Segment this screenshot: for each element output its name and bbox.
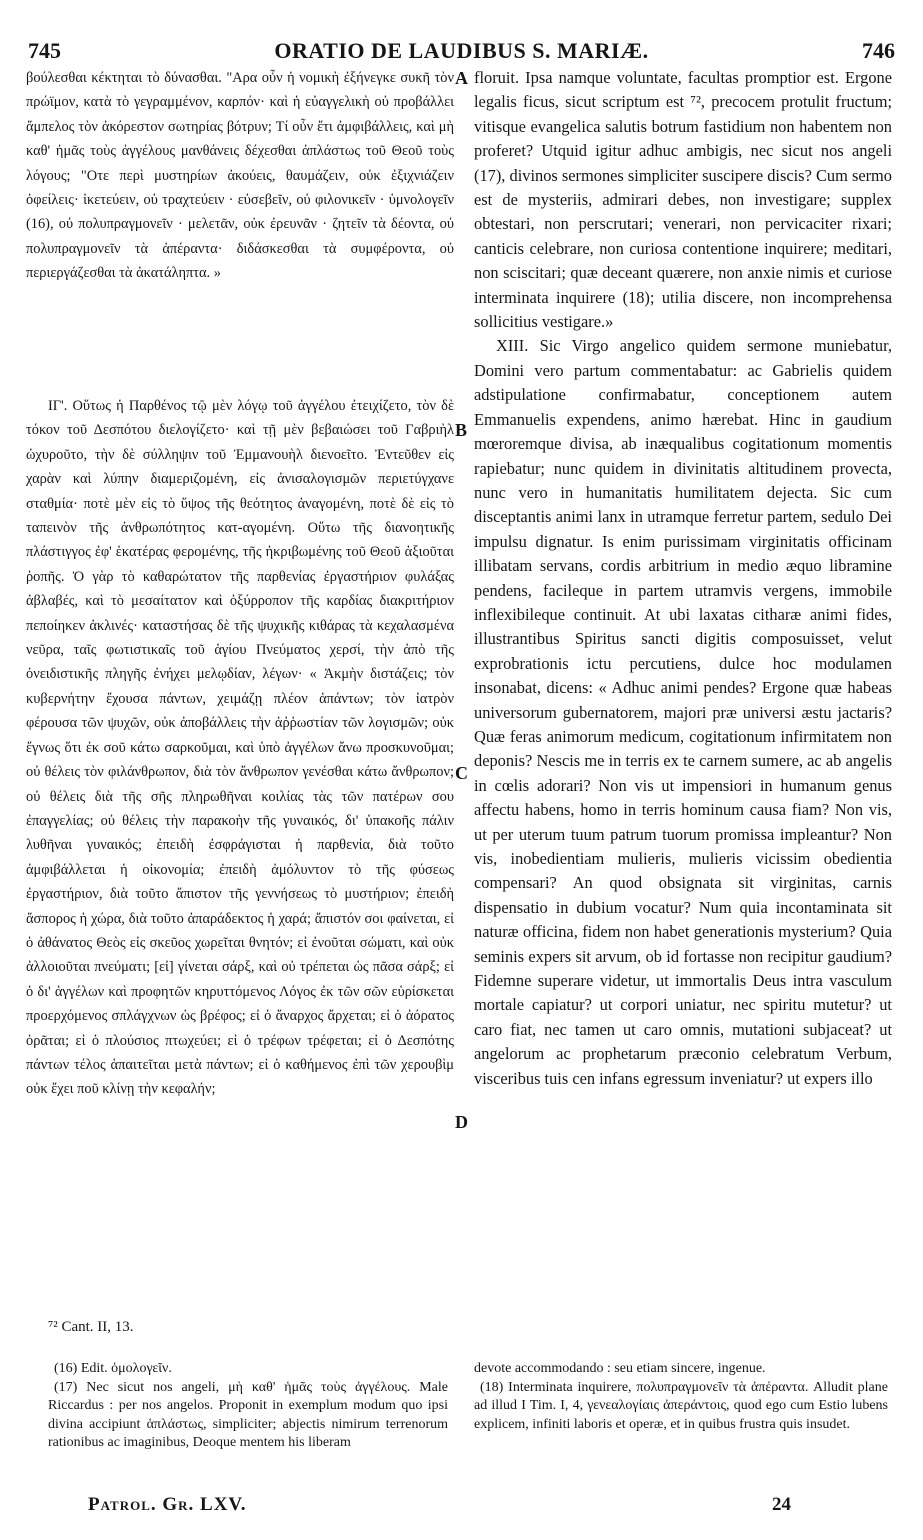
footnote-16: (16) Edit. ὁμολογεῖν. <box>54 1361 172 1376</box>
footnote-18: (18) Interminata inquirere, πολυπραγμονεῖν τὰ ἀπέραντα. Alludit plane ad illud I Tim. I, 4, γενεαλογίαις ἀπεράντοις, quod ego cum Estio lubens explicem, infiniti laboris et operæ, et in quibus frustra quis insudet. <box>474 1379 888 1432</box>
page-number-left: 745 <box>28 38 61 63</box>
margin-letter-b: B <box>455 420 468 440</box>
page-number-right: 746 <box>862 38 895 63</box>
margin-letter-d: D <box>455 1112 468 1132</box>
running-header <box>28 38 895 66</box>
scripture-reference: ⁷² Cant. II, 13. <box>48 1319 134 1335</box>
greek-paragraph-1: βούλεσθαι κέκτηται τὸ δύνασθαι. "Αρα οὖν ἡ νομικὴ ἐξήνεγκε συκῆ τὸν πρώϊμον, κατὰ τὸ γεγραμμένον, καρπόν· καὶ ἡ εὐαγγελικὴ οὐ προβάλλει ἄμπελος τὸν ἀκόρεστον σωτηρίας βότρυν; Τί οὖν ἔτι ἀμφιβάλλεις, καὶ μὴ καθ' ἡμᾶς τοὺς ἀγγέλους μανθάνεις δέχεσθαι ἁπλάστως τοῦ Θεοῦ τοὺς λόγους; "Οτε περὶ μυστηρίων ἀκούεις, θαυμάζειν, οὐκ ἐξιχνιάζειν ὀφείλεις· ἱκετεύειν, οὐ τραχτεύειν · εὐσεβεῖν, οὐ φιλονικεῖν · ὑμνολογεῖν (16), οὐ πολυπραγμονεῖν · μελετᾶν, οὐκ ἐρευνᾶν · ζητεῖν τὰ δέοντα, οὐ πολυπραγμονεῖν τὰ ἀπέραντα· διδάσκεσθαι τὰ συμφέροντα, οὐ περιεργάζεσθαι τὰ ἀκατάληπτα. » <box>26 70 454 282</box>
footer-signature-number: 24 <box>772 1494 791 1515</box>
running-title: ORATIO DE LAUDIBUS S. MARIÆ. <box>274 38 649 63</box>
greek-column <box>26 66 454 286</box>
margin-letter-c: C <box>455 763 468 783</box>
latin-column <box>474 66 892 1091</box>
latin-paragraph-2: XIII. Sic Virgo angelico quidem sermone muniebatur, Domini vero partum commentabatur: ac Gabrielis quidem adstipulatione confirmabatur, conceptionem autem Emmanuelis expendens, animo hærebat. Hinc in gaudium mœroremque divisa, ab inæqualibus cogitationum momentis rapiebatur; nunc quidem in divinitatis altitudinem provecta, nunc vero in humanitatis humilitatem dejecta. Sic cum disceptantis animi lanx in utramque ferretur partem, sedulo Dei impulsu dignatur. Is enim purissimam virginitatis officinam illibatam servans, cordis arbitrium in medio æquo libramine pendens, facileque in partem utramvis vergens, immobile inflexibileque continuit. At ubi laxatas citharæ animi fides, illustrantibus Spiritus sancti digitis composuisset, velut exprobrationis ictu percutiens, dulce hoc modulamen insonabat, dicens: « Adhuc animi pendes? Ergone quæ habeas universorum gubernatorem, majori præ universi æstu jactaris? Quæ feras animorum medicum, cogitationum infirmitatem non deponis? Nescis me in terris ex te carnem sumere, ac ab angelis in cœlis adorari? Non vis ut impensiori in humanum genus affectu habens, homo in terris hominum causa fiam? Non vis, ut per uterum tuum patrum tuorum promissa impleantur? Non vis, inobedientiam mulieris, mulieris vicissim obedientia compensari? An quod obsignata sit virginitas, carnis dispensatio in dubium vocatur? Num quia incontaminata sit naturæ officina, fidem non habet generationis mysterium? Quia seminis expers sit arvum, ob id fortasse non recipitur gaudium? Fidemne superare videtur, ut immortalis Deus intra vasculum mortale capiatur? ut corpori uniatur, nec spiritu mutetur? ut caro fiat, nec tamen ut caro omnis, mutationi subjaceat? ut angelorum ac prophetarum præconio celebratum Verbum, visceribus tuis cen infans egressum inveniatur? ut expers illo <box>474 336 892 1088</box>
footnote-17: (17) Nec sicut nos angeli, μὴ καθ' ἡμᾶς τοὺς ἀγγέλους. Male Riccardus : per nos angelos. Proponit in exemplum modum quo ipsi divina accipiunt ἁπλάστως, simpliciter; abjectis nimirum terrenorum rationibus ac imaginibus, Deoque mentem his liberam <box>48 1379 448 1450</box>
margin-letter-a: A <box>455 68 468 88</box>
greek-column-section-13 <box>26 394 454 1102</box>
footer-series: Patrol. Gr. LXV. <box>88 1494 247 1515</box>
greek-paragraph-2: ΙΓ'. Οὕτως ἡ Παρθένος τῷ μὲν λόγῳ τοῦ ἀγγέλου ἐτειχίζετο, τὸν δὲ τόκον τοῦ Δεσπότου διελογίζετο· καὶ τῇ μὲν βεβαιώσει τοῦ Γαβριὴλ ὠχυροῦτο, τὴν δὲ σύλληψιν τοῦ Ἐμμανουὴλ διενοεῖτο. Ἐντεῦθεν εἰς χαρὰν καὶ λύπην διαμεριζομένη, εἰς ἀνισαλογισμῶν περιετύγχανε σταθμία· ποτὲ μὲν εἰς τὸ ὕψος τῆς θεότητος ἀναγομένη, ποτὲ δὲ εἰς τὸ ταπεινὸν τῆς ἀνθρωπότητος κατ-αγομένη. Οὕτω τῆς διανοητικῆς πλάστιγγος ἐφ' ἑκατέρας φερομένης, τῆς ἠκριβωμένης τοῦ Θεοῦ ἀξιοῦται ῥοπῆς. Ὁ γὰρ τὸ καθαρώτατον τῆς παρθενίας ἐργαστήριον φυλάξας ἀβλαβές, καὶ τὸ μεσαίτατον καὶ ὀξύρροπον τῆς καρδίας διακριτήριον πεποίηκεν ἀκλινές· καταστήσας δὲ τῆς ψυχικῆς κιθάρας τὰ κεχαλασμένα νεῦρα, ταῖς φωτιστικαῖς τοῦ ἁγίου Πνεύματος χερσί, τὴν ἀπὸ τῆς ὀνειδιστικῆς πληγῆς ἐνήχει μελῳδίαν, λέγων· « Ἀκμὴν διστάζεις; τὸν κυβερνήτην ἔχουσα πάντων, χειμάζῃ πλέον ἁπάντων; τὸν ἰατρὸν φέρουσα τῶν ψυχῶν, οὐκ ἀποβάλλεις τὴν ἀῤῥωστίαν τῶν λογισμῶν; οὐκ ἔγνως ὅτι ἐκ σοῦ κάτω σαρκοῦμαι, καὶ ὑπὸ ἀγγέλων ἄνω προσκυνοῦμαι; οὐ θέλεις τὸν φιλάνθρωπον, διὰ τὸν ἄνθρωπον γενέσθαι κάτω ἄνθρωπον; οὐ θέλεις διὰ τῆς σῆς πληρωθῆναι κοιλίας τὰς τῶν πατέρων σου ἐπαγγελίας; οὐ θέλεις τὴν παρακοὴν τῆς γυναικός, δι' ὑπακοῆς πάλιν λυθῆναι γυναικός; ἐπειδὴ ἐσφράγισται ἡ παρθενία, διὰ τοῦτο ἀμφιβάλλεται ἡ οἰκονομία; ἐπειδὴ ἀμόλυντον τὸ τῆς φύσεως ἐργαστήριον, διὰ τοῦτο ἄπιστον τῆς γεννήσεως τὸ μυστήριον; ἐπειδὴ ἄσπορος ἡ χώρα, διὰ τοῦτο ἀπαράδεκτος ἡ χαρά; ἄπιστόν σοι φαίνεται, εἰ ὁ ἀθάνατος Θεὸς εἰς σκεῦος χωρεῖται θνητόν; εἰ ἐνοῦται σώματι, καὶ οὐκ ἀλλοιοῦται πνεύματι; [εἰ] γίνεται σάρξ, καὶ οὐ τρέπεται ὡς πᾶσα σάρξ; εἰ ὁ δι' ἀγγέλων καὶ προφητῶν κηρυττόμενος Λόγος ἐκ τῶν σῶν εὑρίσκεται προερχόμενος σπλάγχνων ὡς βρέφος; εἰ ὁ ἄναρχος ἄρχεται; εἰ ὁ ἀόρατος ὁρᾶται; εἰ ὁ πλούσιος πτωχεύει; εἰ ὁ τρέφων τρέφεται; εἰ ὁ Δεσπότης πάντων τέλος ἀπαιτεῖται μετὰ πάντων; εἰ ὁ καθήμενος ἐπὶ τῶν χερουβὶμ οὐκ ἔχει ποῦ κλίνῃ τὴν κεφαλήν; <box>26 398 454 1098</box>
latin-paragraph-1: floruit. Ipsa namque voluntate, facultas promptior est. Ergone legalis ficus, sicut scriptum est ⁷², precocem protulit fructum; vitisque evangelica salutis botrum fastidium non habentem non proferet? Utquid igitur adhuc ambigis, nec sicut nos angeli (17), divinos sermones simpliciter suscipere discis? Cum sermo est de mysteriis, admirari debes, non investigare; supplex obtestari, non perscrutari; venerari, non pervicaciter rixari; canticis celebrare, non curiosa contentione inquirere; meditari, non sciscitari; quæ deceant quærere, non anxie nimis et curiose interminata inquirere (18); utilia discere, non incomprehensa sollicitius vestigare.» <box>474 68 892 332</box>
footnote-17-continuation: devote accommodando : seu etiam sincere, ingenue. <box>474 1361 766 1376</box>
footnotes-right <box>474 1360 888 1434</box>
footnotes-left <box>48 1360 448 1453</box>
